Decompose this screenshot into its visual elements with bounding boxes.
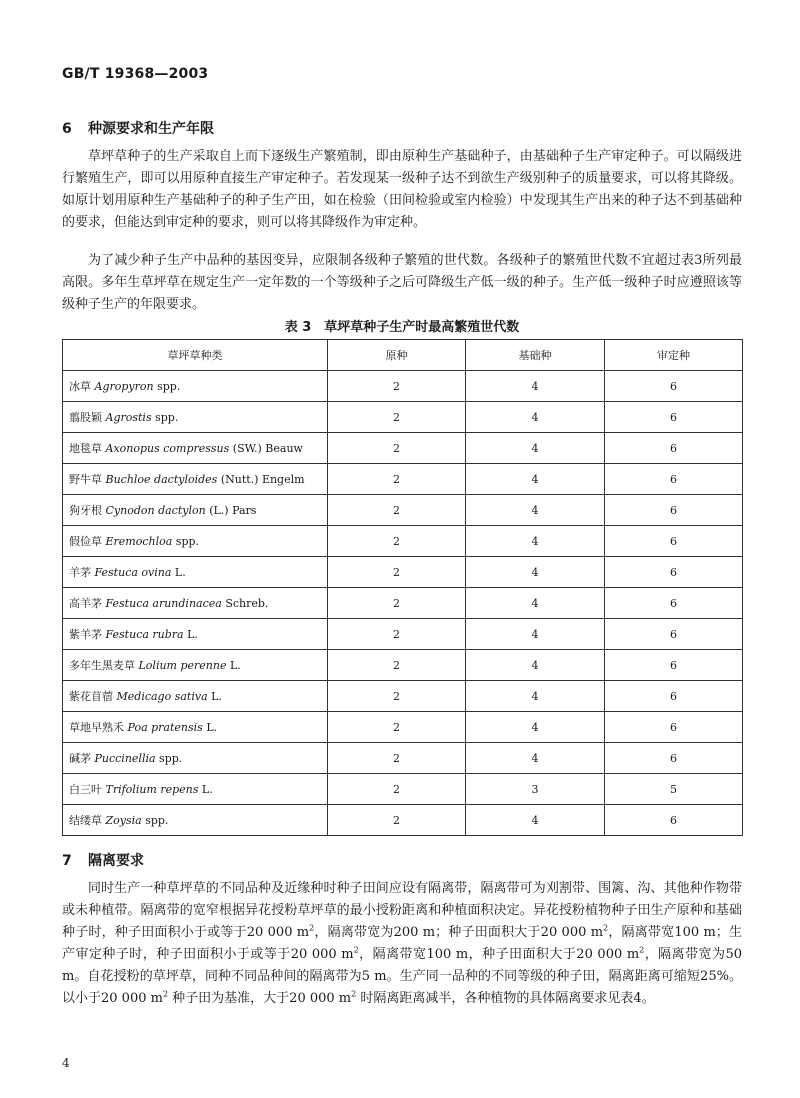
foundation-value: 4 <box>466 805 605 836</box>
breeder-value: 2 <box>328 526 466 557</box>
species-cell <box>63 371 328 402</box>
species-cell <box>63 743 328 774</box>
species-cell <box>63 681 328 712</box>
breeder-value: 2 <box>328 402 466 433</box>
species-cell <box>63 805 328 836</box>
para-text: 同时生产一种草坪草的不同品种及近缘种时种子田间应设有隔离带，隔离带可为刈割带、围篱、沟、其他种作物带或未种植带。隔离带的宽窄根据异花授粉草坪草的最小授粉距离和种植面积决定。异花授粉植物种子田生产原种和基础种子时，种子田面积小于或等于20 000 m <box>62 881 742 940</box>
table-row <box>63 433 743 464</box>
species-cn: 紫羊茅 <box>69 628 102 641</box>
certified-value: 6 <box>605 464 743 495</box>
certified-value: 6 <box>605 526 743 557</box>
header-foundation-seed: 基础种 <box>466 340 605 371</box>
species-cn: 翦股颖 <box>69 411 102 424</box>
standard-code: GB/T 19368—2003 <box>62 66 209 82</box>
foundation-value: 4 <box>466 495 605 526</box>
species-cn: 地毯草 <box>69 442 102 455</box>
species-cn: 多年生黑麦草 <box>69 659 135 672</box>
header-species: 草坪草种类 <box>63 340 328 371</box>
species-auth: spp. <box>159 752 183 765</box>
species-sci: Agrostis <box>105 411 152 424</box>
species-cell <box>63 588 328 619</box>
species-cell <box>63 526 328 557</box>
section-6-number: 6 <box>62 121 72 137</box>
species-sci: Eremochloa <box>105 535 173 548</box>
species-auth: spp. <box>175 535 200 548</box>
table-row <box>63 681 743 712</box>
breeder-value: 2 <box>328 743 466 774</box>
species-cell <box>63 619 328 650</box>
species-auth: L. <box>201 783 213 796</box>
foundation-value: 4 <box>466 650 605 681</box>
species-auth: spp. <box>145 814 169 827</box>
species-cn: 紫花苜蓿 <box>69 690 113 703</box>
section-6-paragraph-1: 草坪草种子的生产采取自上而下逐级生产繁殖制，即由原种生产基础种子，由基础种子生产审定种子。可以隔级进行繁殖生产，即可以用原种直接生产审定种子。若发现某一级种子达不到欲生产级别种子的质量要求，可以将其降级。如原计划用原种生产基础种子的种子生产田，如在检验（田间检验或室内检验）中发现其生产出来的种子达不到基础种的要求，但能达到审定种的要求，则可以将其降级作为审定种。 <box>62 149 742 230</box>
species-cn: 冰草 <box>69 380 91 393</box>
table-row <box>63 526 743 557</box>
foundation-value: 4 <box>466 681 605 712</box>
section-7-heading <box>62 850 144 870</box>
breeder-value: 2 <box>328 371 466 402</box>
foundation-value: 4 <box>466 464 605 495</box>
species-sci: Lolium perenne <box>138 659 227 672</box>
species-auth: L. <box>174 566 186 579</box>
foundation-value: 4 <box>466 743 605 774</box>
breeder-value: 2 <box>328 588 466 619</box>
species-auth: (Nutt.) Engelm <box>220 473 305 486</box>
species-sci: Trifolium repens <box>105 783 199 796</box>
species-auth: (L.) Pars <box>209 504 257 517</box>
table-row <box>63 712 743 743</box>
species-cell <box>63 402 328 433</box>
breeder-value: 2 <box>328 557 466 588</box>
species-auth: spp. <box>157 380 181 393</box>
section-7-paragraph <box>62 878 742 1010</box>
species-cn: 羊茅 <box>69 566 91 579</box>
superscript: 2 <box>309 923 315 933</box>
certified-value: 6 <box>605 712 743 743</box>
species-cn: 碱茅 <box>69 752 91 765</box>
para-text: 时隔离距离减半，各种植物的具体隔离要求见表4。 <box>356 991 655 1006</box>
breeder-value: 2 <box>328 650 466 681</box>
certified-value: 6 <box>605 743 743 774</box>
foundation-value: 3 <box>466 774 605 805</box>
table-3 <box>62 339 743 836</box>
superscript: 2 <box>162 989 169 999</box>
species-cn: 假俭草 <box>69 535 102 548</box>
species-sci: Buchloe dactyloides <box>105 473 218 486</box>
superscript: 2 <box>353 945 359 955</box>
certified-value: 6 <box>605 588 743 619</box>
section-6-paragraph-2: 为了减少种子生产中品种的基因变异，应限制各级种子繁殖的世代数。各级种子的繁殖世代数不宜超过表3所列最高限。多年生草坪草在规定生产一定年数的一个等级种子之后可降级生产低一级的种子。生产低一级种子时应遵照该等级种子生产的年限要求。 <box>62 253 742 312</box>
certified-value: 6 <box>605 650 743 681</box>
species-cn: 高羊茅 <box>69 597 102 610</box>
table-row <box>63 805 743 836</box>
table-row <box>63 557 743 588</box>
table-row <box>63 650 743 681</box>
breeder-value: 2 <box>328 619 466 650</box>
species-auth: L. <box>187 628 198 641</box>
table-row <box>63 371 743 402</box>
table-row <box>63 588 743 619</box>
para-text: ，隔离带宽100 m；生产审定种子时，种子田面积小于或等于20 000 m <box>62 925 742 962</box>
section-7-number: 7 <box>62 853 72 869</box>
species-cell <box>63 712 328 743</box>
species-cn: 结缕草 <box>69 814 102 827</box>
header-breeder-seed: 原种 <box>328 340 466 371</box>
breeder-value: 2 <box>328 681 466 712</box>
table-row <box>63 619 743 650</box>
superscript: 2 <box>351 989 357 999</box>
header-certified-seed: 审定种 <box>605 340 743 371</box>
species-sci: Poa pratensis <box>127 721 203 734</box>
certified-value: 5 <box>605 774 743 805</box>
species-cell <box>63 464 328 495</box>
foundation-value: 4 <box>466 526 605 557</box>
species-sci: Festuca ovina <box>94 566 172 579</box>
para-text: ，隔离带宽100 m，种子田面积大于20 000 m <box>358 947 640 962</box>
foundation-value: 4 <box>466 619 605 650</box>
table-row <box>63 774 743 805</box>
species-cell <box>63 774 328 805</box>
table-header-row <box>63 340 743 371</box>
breeder-value: 2 <box>328 805 466 836</box>
breeder-value: 2 <box>328 712 466 743</box>
species-cn: 狗牙根 <box>69 504 102 517</box>
certified-value: 6 <box>605 495 743 526</box>
section-6-heading <box>62 118 214 138</box>
foundation-value: 4 <box>466 557 605 588</box>
breeder-value: 2 <box>328 774 466 805</box>
table-row <box>63 495 743 526</box>
species-sci: Axonopus compressus <box>105 442 230 455</box>
species-sci: Puccinellia <box>94 752 156 765</box>
species-auth: L. <box>229 659 241 672</box>
species-cn: 草地早熟禾 <box>69 721 124 734</box>
foundation-value: 4 <box>466 402 605 433</box>
certified-value: 6 <box>605 557 743 588</box>
foundation-value: 4 <box>466 371 605 402</box>
table-row <box>63 402 743 433</box>
para-text: 种子田为基准，大于20 000 m <box>168 991 352 1006</box>
species-sci: Festuca arundinacea <box>105 597 222 610</box>
species-cell <box>63 557 328 588</box>
species-cn: 野牛草 <box>69 473 102 486</box>
species-auth: spp. <box>155 411 179 424</box>
table-row <box>63 743 743 774</box>
certified-value: 6 <box>605 402 743 433</box>
species-auth: L. <box>211 690 222 703</box>
species-cell <box>63 433 328 464</box>
section-6-title: 种源要求和生产年限 <box>88 121 214 137</box>
species-sci: Agropyron <box>94 380 154 393</box>
foundation-value: 4 <box>466 588 605 619</box>
table-3-title: 表 3 草坪草种子生产时最高繁殖世代数 <box>284 320 520 335</box>
breeder-value: 2 <box>328 464 466 495</box>
para-text: ，隔离带宽为200 m；种子田面积大于20 000 m <box>314 925 604 940</box>
superscript: 2 <box>603 923 609 933</box>
species-sci: Zoysia <box>105 814 142 827</box>
breeder-value: 2 <box>328 495 466 526</box>
species-sci: Cynodon dactylon <box>105 504 206 517</box>
section-7-title: 隔离要求 <box>88 853 144 869</box>
certified-value: 6 <box>605 433 743 464</box>
species-auth: L. <box>206 721 218 734</box>
page-number: 4 <box>62 1056 70 1070</box>
foundation-value: 4 <box>466 433 605 464</box>
certified-value: 6 <box>605 805 743 836</box>
species-cell <box>63 650 328 681</box>
breeder-value: 2 <box>328 433 466 464</box>
foundation-value: 4 <box>466 712 605 743</box>
para-text: ，隔离带宽为50 m。自花授粉的草坪草，同种不同品种间的隔离带为5 m。生产同一品种的不同等级的种子田，隔离距离可缩短25%。以小于20 000 m <box>62 947 742 1006</box>
species-cell <box>63 495 328 526</box>
table-row <box>63 464 743 495</box>
species-cn: 白三叶 <box>69 783 102 796</box>
species-sci: Medicago sativa <box>116 690 208 703</box>
certified-value: 6 <box>605 619 743 650</box>
species-auth: (SW.) Beauw <box>232 442 303 455</box>
species-auth: Schreb. <box>225 597 269 610</box>
certified-value: 6 <box>605 681 743 712</box>
species-sci: Festuca rubra <box>105 628 184 641</box>
superscript: 2 <box>639 945 645 955</box>
certified-value: 6 <box>605 371 743 402</box>
